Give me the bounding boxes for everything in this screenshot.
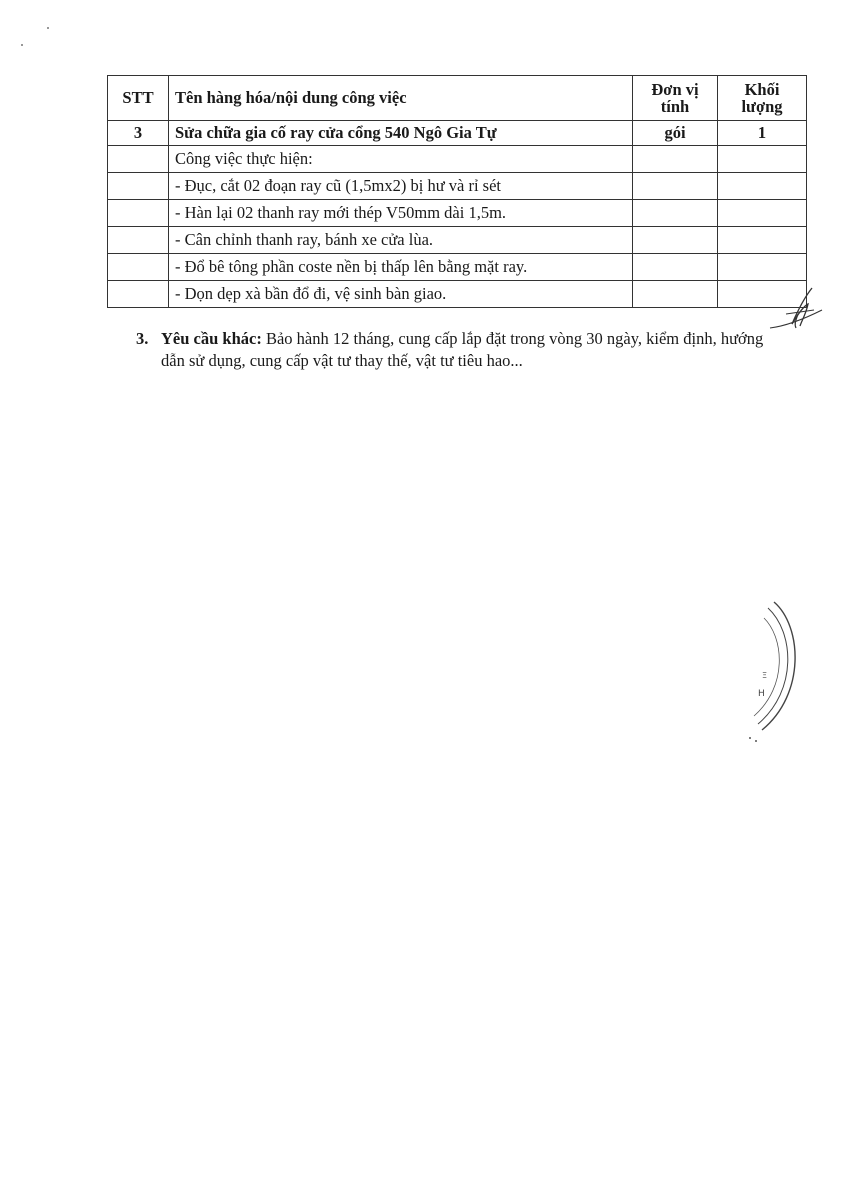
empty-cell [108, 254, 169, 281]
item-quantity: 1 [718, 121, 807, 146]
work-items-table [107, 75, 807, 308]
table-row-task [108, 227, 807, 254]
item-name: Sửa chữa gia cố ray cửa cổng 540 Ngô Gia Tự [169, 121, 633, 146]
empty-cell [633, 281, 718, 308]
task-text: - Cân chỉnh thanh ray, bánh xe cửa lùa. [169, 227, 633, 254]
empty-cell [108, 200, 169, 227]
task-text: - Dọn dẹp xà bần đổ đi, vệ sinh bàn giao. [169, 281, 633, 308]
task-text: - Hàn lại 02 thanh ray mới thép V50mm dài 1,5m. [169, 200, 633, 227]
table-row-task [108, 173, 807, 200]
svg-text:Ξ: Ξ [762, 671, 768, 680]
header-unit [633, 76, 718, 121]
requirements-text: Bảo hành 12 tháng, cung cấp lắp đặt trong vòng 30 ngày, kiểm định, hướng dẫn sử dụng, cung cấp vật tư thay thế, vật tư tiêu hao... [161, 329, 764, 370]
scan-speck [21, 44, 23, 46]
table-row-task [108, 281, 807, 308]
header-unit-line2: tính [660, 97, 690, 116]
empty-cell [633, 254, 718, 281]
item-unit: gói [633, 121, 718, 146]
table-row-task [108, 146, 807, 173]
task-text: Công việc thực hiện: [169, 146, 633, 173]
empty-cell [718, 254, 807, 281]
empty-cell [633, 146, 718, 173]
requirements-label: Yêu cầu khác: [161, 329, 262, 348]
table-row-task [108, 200, 807, 227]
header-stt: STT [108, 76, 169, 121]
header-quantity-line2: lượng [741, 97, 783, 116]
empty-cell [108, 173, 169, 200]
svg-text:H: H [758, 689, 765, 699]
section-number: 3. [136, 329, 149, 348]
table-row-task [108, 254, 807, 281]
empty-cell [718, 173, 807, 200]
empty-cell [108, 281, 169, 308]
table-header-row [108, 76, 807, 121]
empty-cell [633, 200, 718, 227]
task-text: - Đục, cắt 02 đoạn ray cũ (1,5mx2) bị hư và rỉ sét [169, 173, 633, 200]
other-requirements-section [136, 328, 770, 372]
task-text: - Đổ bê tông phần coste nền bị thấp lên bằng mặt ray. [169, 254, 633, 281]
empty-cell [718, 146, 807, 173]
signature-initial-mark [768, 284, 826, 340]
empty-cell [633, 173, 718, 200]
header-quantity-line1: Khối [744, 80, 780, 99]
table-row-item [108, 121, 807, 146]
empty-cell [108, 227, 169, 254]
scan-speck [47, 27, 49, 29]
empty-cell [718, 227, 807, 254]
empty-cell [633, 227, 718, 254]
stamp-edge-mark [740, 598, 810, 748]
header-unit-line1: Đơn vị [651, 80, 699, 99]
empty-cell [718, 200, 807, 227]
item-stt: 3 [108, 121, 169, 146]
empty-cell [108, 146, 169, 173]
header-quantity [718, 76, 807, 121]
header-item-name: Tên hàng hóa/nội dung công việc [169, 76, 633, 121]
